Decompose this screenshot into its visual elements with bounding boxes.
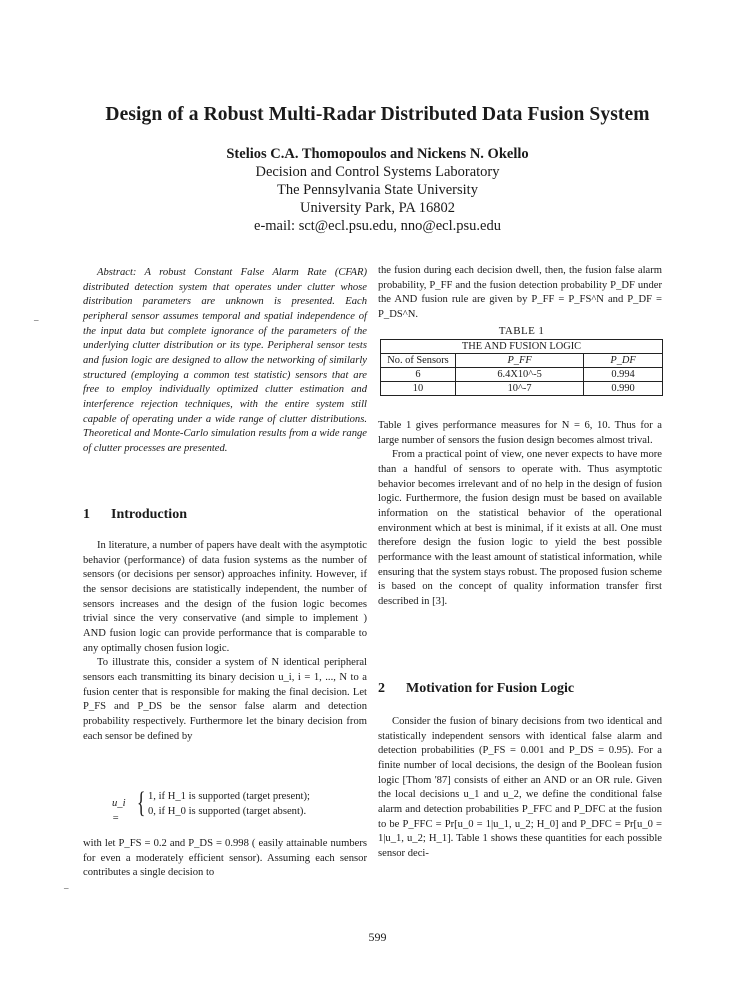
table-cell: 10 bbox=[381, 382, 456, 396]
intro-body bbox=[83, 539, 367, 744]
equation-lhs: u_i = bbox=[112, 798, 126, 824]
equation-case-0: 0, if H_0 is supported (target absent). bbox=[148, 805, 307, 817]
section-2-heading bbox=[378, 681, 574, 697]
paragraph: with let P_FS = 0.2 and P_DS = 0.998 ( easily attainable numbers for even a moderately efficient sensor). Assuming each sensor contributes a single decision to bbox=[83, 838, 367, 879]
intro-after-table bbox=[378, 419, 662, 610]
table-cell: 0.990 bbox=[584, 382, 663, 396]
abstract: Abstract: A robust Constant False Alarm Rate (CFAR) distributed detection system that operates under clutter whose distribution parameters are unknown is presented. Each peripheral sensor assumes temporal and spatial independence of the input data but complete ignorance of the parameters of the underlying clutter distribution or its type. Peripheral sensor tests and fusion logic are designed to allow the networking of similarly structured (employing a common test statistic) sensors that are free to employ individually optimized clutter estimation and interference rejection techniques, with the entire system still capable of operating under a wide range of clutter distributions. Theoretical and Monte-Carlo simulation results from a wide range of clutter processes are presented. bbox=[83, 267, 367, 454]
table-header: No. of Sensors bbox=[381, 354, 456, 368]
motivation-body bbox=[378, 715, 662, 862]
equation-case-1: 1, if H_1 is supported (target present); bbox=[148, 791, 310, 802]
paragraph: Consider the fusion of binary decisions from two identical and statistically independent sensors with identical false alarm and detection probabilities (P_FS = 0.001 and P_DS = 0.95). For a finite number of local decisions, the design of the Boolean fusion logic [Thom '87] consists of either an AND or an OR rule. Given the local decisions u_1 and u_2, we define the conditional false alarm and detection probabilities P_FFC and P_DFC at the fusion to be P_FFC = Pr[u_0 = 1|u_1, u_2; H_0] and P_DFC = Pr[u_0 = 1|u_1, u_2; H_1]. Table 1 shows these quantities for each possible sensor deci- bbox=[378, 716, 662, 859]
paragraph: From a practical point of view, one never expects to have more than a handful of sensors to operate with. Thus asymptotic behavior becomes irrelevant and of no help in the design of fusion logic. Furthermore, the fusion design must be based on available information on the statistical behavior of the operational environment which at best is minimal, if it exists at all. One must therefore design the fusion logic to yield the best possible performance with the least amount of statistical information, while ensuring that the system stays robust. The proposed fusion scheme is based on the concept of quality information transfer first described in [3]. bbox=[378, 449, 662, 607]
table-cell: 0.994 bbox=[584, 368, 663, 382]
brace-symbol: { bbox=[136, 786, 146, 819]
paper-title: Design of a Robust Multi-Radar Distributed Data Fusion System bbox=[105, 104, 650, 125]
and-fusion-table bbox=[380, 339, 663, 396]
section-1-heading bbox=[83, 507, 187, 523]
table-caption: TABLE 1 bbox=[498, 325, 545, 337]
table-cell: 6 bbox=[381, 368, 456, 382]
paper-authors: Stelios C.A. Thomopoulos and Nickens N. Okello bbox=[226, 146, 529, 162]
section-title: Motivation for Fusion Logic bbox=[406, 681, 575, 696]
paragraph: To illustrate this, consider a system of N identical peripheral sensors each transmitting its binary decision u_i, i = 1, ..., N to a fusion center that is responsible for making the final decision. Let P_FS and P_DS be the sensor false alarm and detection probability respectively. Furthermore let the binary decision from each sensor be defined by bbox=[83, 657, 367, 742]
paragraph: In literature, a number of papers have dealt with the asymptotic behavior (performance) of data fusion systems as the number of sensors (or decisions per sensor) approaches infinity. However, if the sensor decisions are statistically independent, the number of sensors increases and the design of the fusion logic becomes trivial since the very conservative (and simple to implement ) AND fusion logic can provide performance that is comparable to any optimally chosen fusion logic. bbox=[83, 540, 367, 654]
section-title: Introduction bbox=[111, 507, 187, 522]
table-header: P_DF bbox=[584, 354, 663, 368]
table-row bbox=[381, 382, 663, 396]
paragraph: the fusion during each decision dwell, then, the fusion false alarm probability, P_FF and the fusion detection probability P_DF under the AND fusion rule are given by P_FF = P_FS^N and P_DF = P_DS^N. bbox=[378, 265, 662, 320]
section-number: 1 bbox=[83, 507, 90, 522]
section-number: 2 bbox=[378, 681, 385, 696]
table-cell: 10^-7 bbox=[456, 382, 584, 396]
margin-mark: _ bbox=[34, 312, 39, 322]
table-header: P_FF bbox=[456, 354, 584, 368]
intro-continued bbox=[378, 264, 662, 323]
table-row bbox=[381, 368, 663, 382]
page-number: 599 bbox=[368, 930, 387, 944]
table-title: THE AND FUSION LOGIC bbox=[381, 340, 663, 354]
intro-after-equation bbox=[83, 837, 367, 881]
table-cell: 6.4X10^-5 bbox=[456, 368, 584, 382]
affiliation-lab: Decision and Control Systems Laboratory bbox=[255, 164, 500, 180]
footer-mark: _ bbox=[64, 880, 69, 890]
paragraph: Table 1 gives performance measures for N = 6, 10. Thus for a large number of sensors the fusion design becomes almost trival. bbox=[378, 420, 662, 446]
affiliation-email: e-mail: sct@ecl.psu.edu, nno@ecl.psu.edu bbox=[254, 218, 501, 234]
affiliation-university: The Pennsylvania State University bbox=[277, 182, 478, 198]
affiliation-address: University Park, PA 16802 bbox=[300, 200, 455, 216]
